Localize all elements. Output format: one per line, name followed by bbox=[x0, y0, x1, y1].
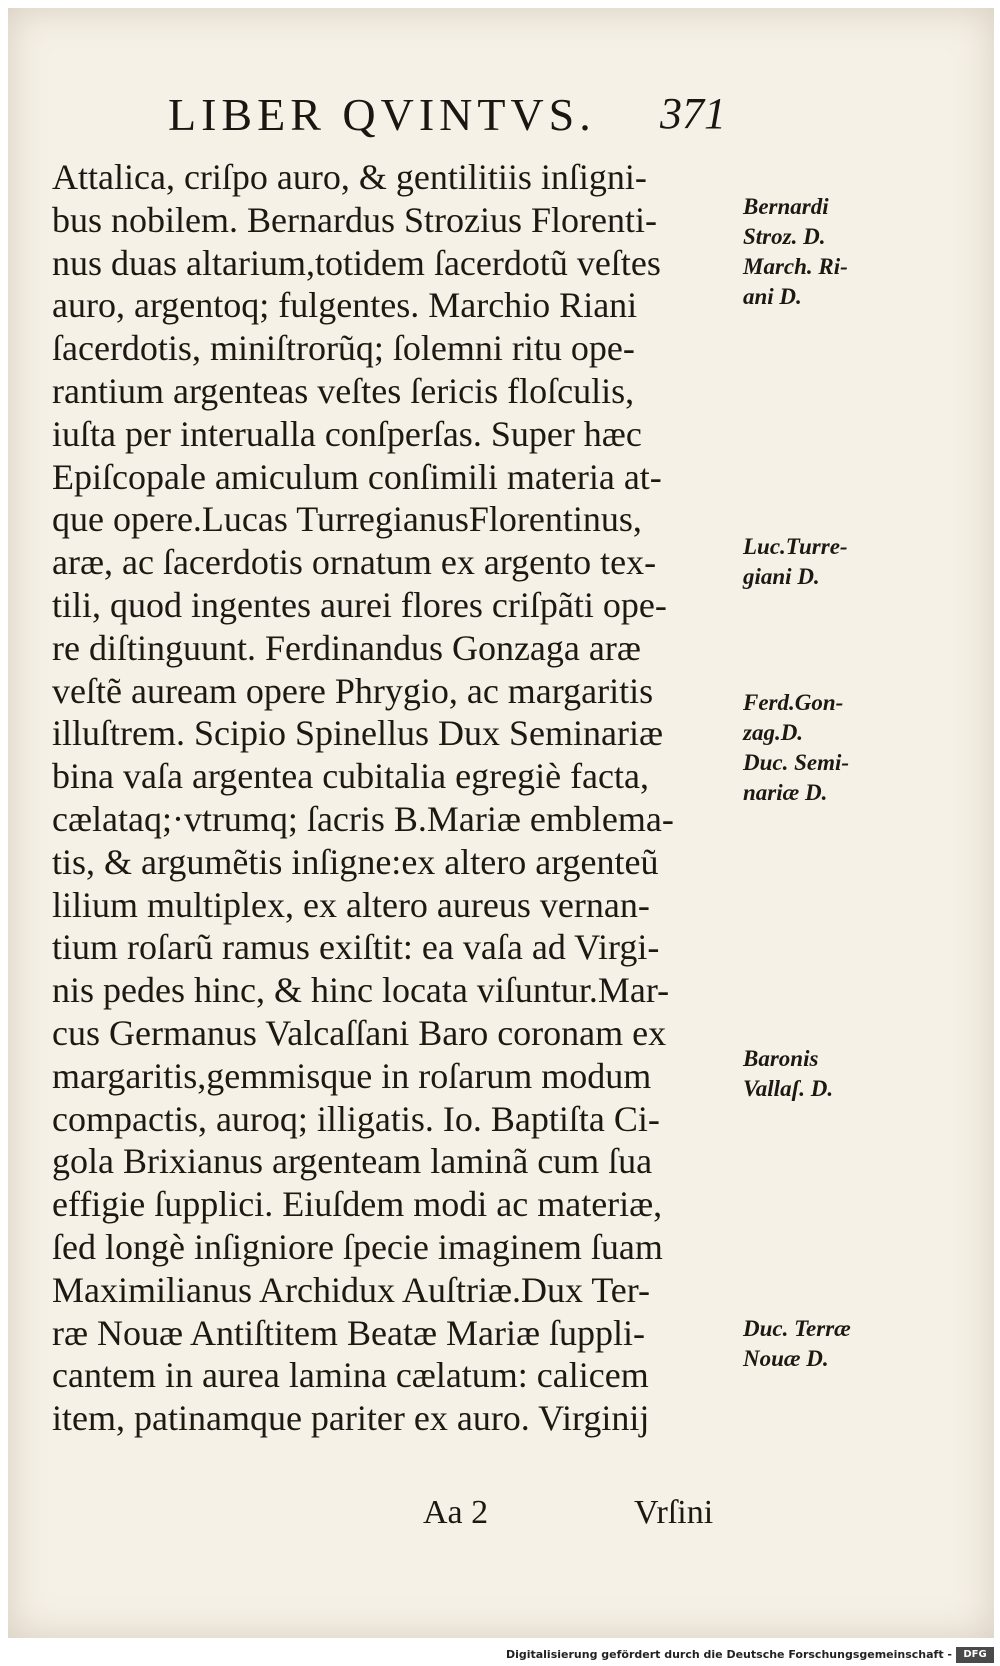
text-line: re diſtinguunt. Ferdinandus Gonzaga aræ bbox=[52, 627, 641, 668]
running-title: LIBER QVINTVS. bbox=[168, 89, 596, 140]
text-line: cantem in aurea lamina cælatum: calicem bbox=[52, 1355, 649, 1396]
text-line: item, patinamque pariter ex auro. Virginij bbox=[52, 1398, 650, 1439]
marginal-note-line: nariæ D. bbox=[743, 780, 828, 805]
text-line: ſacerdotis, miniſtrorũq; ſolemni ritu ope- bbox=[52, 328, 635, 369]
footer-credit: Digitalisierung gefördert durch die Deutsche Forschungsgemeinschaft - bbox=[505, 1648, 952, 1661]
text-line: auro, argentoq; fulgentes. Marchio Riani bbox=[52, 285, 638, 326]
text-line: cus Germanus Valcaſſani Baro coronam ex bbox=[52, 1012, 667, 1053]
marginal-note-line: Vallaſ. D. bbox=[743, 1076, 834, 1101]
marginal-note-line: Duc. Terræ bbox=[743, 1316, 851, 1341]
book-page bbox=[8, 8, 994, 1638]
text-line: effigie ſupplici. Eiuſdem modi ac materiæ, bbox=[52, 1184, 663, 1225]
marginal-note-line: Ferd.Gon- bbox=[743, 690, 844, 715]
text-line: bus nobilem. Bernardus Strozius Florenti- bbox=[52, 199, 657, 240]
text-line: cælataq;·vtrumq; ſacris B.Mariæ emblema- bbox=[52, 798, 674, 839]
signature-mark: Aa 2 bbox=[423, 1494, 489, 1531]
text-line: compactis, auroq; illigatis. Io. Baptiſta Ci- bbox=[52, 1098, 660, 1139]
marginal-note-terra-noua bbox=[743, 1314, 851, 1374]
text-line: tium roſarũ ramus exiſtit: ea vaſa ad Virgi- bbox=[52, 927, 660, 968]
marginal-note-line: giani D. bbox=[743, 564, 820, 589]
page-header bbox=[8, 88, 994, 148]
main-text-block bbox=[52, 156, 732, 1440]
marginal-note-turregianus bbox=[743, 532, 848, 592]
text-line: iuſta per interualla conſperſas. Super hæc bbox=[52, 413, 642, 454]
folio-number: 371 bbox=[660, 89, 726, 138]
text-line: tis, & argumẽtis inſigne:ex altero argenteũ bbox=[52, 841, 659, 882]
text-line: Epiſcopale amiculum conſimili materia at- bbox=[52, 456, 662, 497]
text-line: Attalica, criſpo auro, & gentilitiis inſigni- bbox=[52, 157, 647, 197]
footer-bar bbox=[0, 1646, 1000, 1666]
text-line: lilium multiplex, ex altero aureus vernan- bbox=[52, 884, 650, 925]
text-line: veſtẽ auream opere Phrygio, ac margaritis bbox=[52, 670, 654, 711]
text-line: rantium argenteas veſtes ſericis floſculis, bbox=[52, 370, 635, 411]
marginal-note-gonzaga bbox=[743, 688, 849, 808]
marginal-note-line: zag.D. bbox=[743, 720, 804, 745]
dfg-logo-icon: DFG bbox=[956, 1647, 994, 1663]
marginal-note-line: Stroz. D. bbox=[743, 224, 826, 249]
catchword: Vrſini bbox=[634, 1494, 714, 1531]
marginal-note-line: March. Ri- bbox=[743, 254, 848, 279]
text-line: bina vaſa argentea cubitalia egregiè facta, bbox=[52, 756, 649, 797]
text-line: ſed longè inſigniore ſpecie imaginem ſuam bbox=[52, 1226, 663, 1267]
marginal-note-line: Nouæ D. bbox=[743, 1346, 829, 1371]
text-line: que opere.Lucas TurregianusFlorentinus, bbox=[52, 499, 642, 540]
text-line: illuſtrem. Scipio Spinellus Dux Seminariæ bbox=[52, 713, 663, 754]
marginal-note-line: Baronis bbox=[743, 1046, 819, 1071]
marginal-note-line: Luc.Turre- bbox=[743, 534, 848, 559]
text-line: gola Brixianus argenteam laminã cum ſua bbox=[52, 1141, 653, 1182]
text-line: Maximilianus Archidux Auſtriæ.Dux Ter- bbox=[52, 1269, 651, 1310]
text-line: nis pedes hinc, & hinc locata viſuntur.Mar- bbox=[52, 970, 670, 1011]
text-line: ræ Nouæ Antiſtitem Beatæ Mariæ ſuppli- bbox=[52, 1312, 645, 1353]
marginal-note-line: ani D. bbox=[743, 284, 802, 309]
marginal-note-strozius bbox=[743, 192, 848, 312]
marginal-note-line: Duc. Semi- bbox=[743, 750, 850, 775]
marginal-note-line: Bernardi bbox=[743, 194, 829, 219]
text-line: margaritis,gemmisque in roſarum modum bbox=[52, 1055, 652, 1096]
text-line: tili, quod ingentes aurei flores criſpãti ope- bbox=[52, 584, 667, 625]
text-line: aræ, ac ſacerdotis ornatum ex argento tex- bbox=[52, 542, 657, 583]
marginal-note-baro bbox=[743, 1044, 833, 1104]
text-line: nus duas altarium,totidem ſacerdotũ veſtes bbox=[52, 242, 661, 283]
